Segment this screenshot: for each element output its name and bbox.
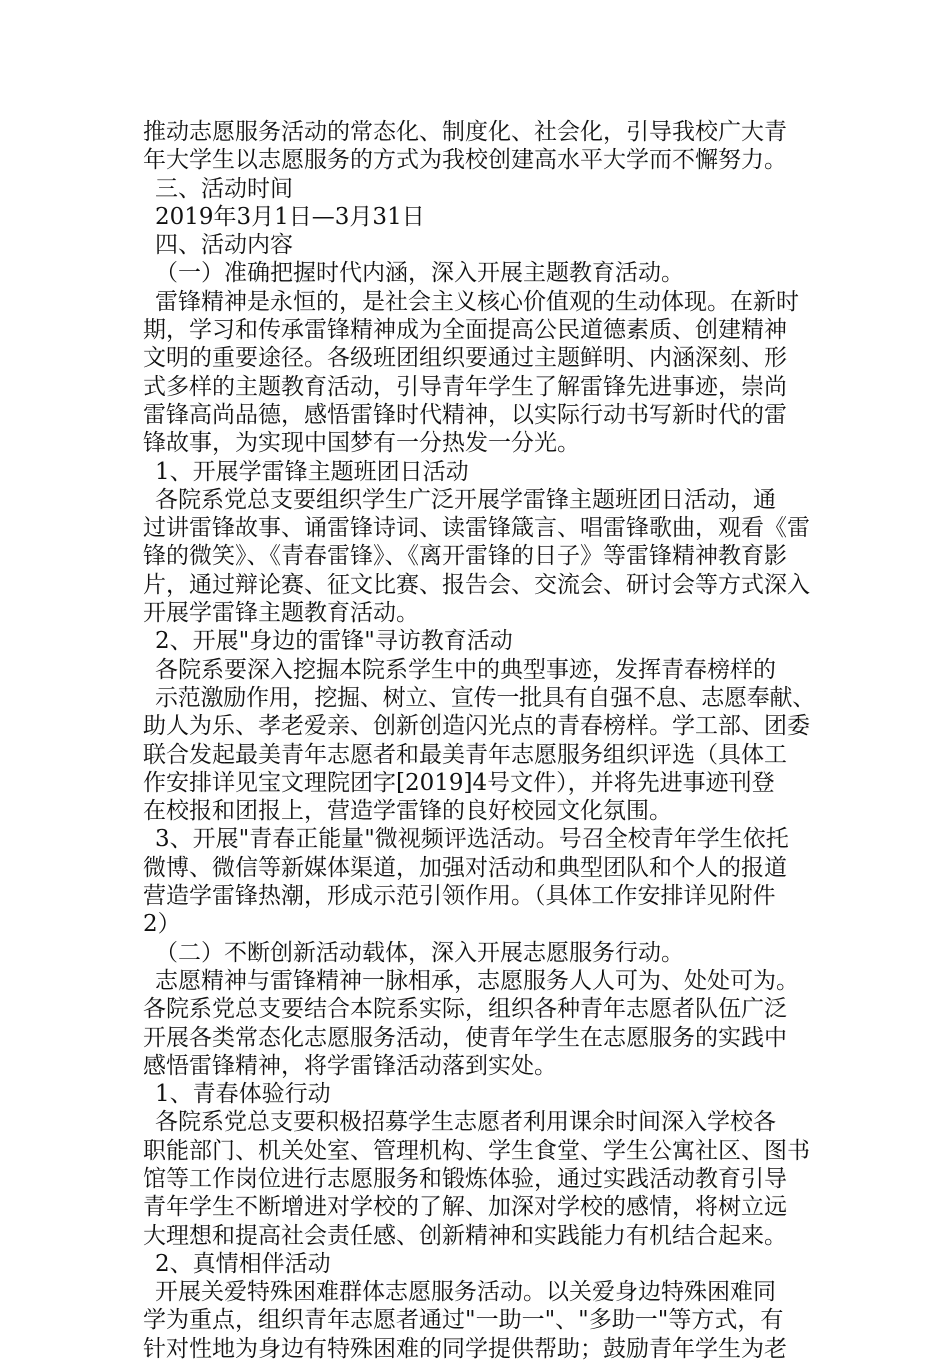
text-line: 青年学生不断增进对学校的了解、加深对学校的感情，将树立远 [143, 1194, 787, 1221]
text-line: 3、开展"青春正能量"微视频评选活动。号召全校青年学生依托 [155, 826, 789, 853]
text-line: 大理想和提高社会责任感、创新精神和实践能力有机结合起来。 [143, 1222, 787, 1249]
text-line: 锋的微笑》、《青春雷锋》、《离开雷锋的日子》等雷锋精神教育影 [143, 543, 787, 570]
text-line: 各院系党总支要结合本院系实际，组织各种青年志愿者队伍广泛 [143, 996, 787, 1023]
text-line: 助人为乐、孝老爱亲、创新创造闪光点的青春榜样。学工部、团委 [143, 713, 810, 740]
text-line: 2019年3月1日—3月31日 [155, 203, 425, 230]
text-line: 2） [143, 911, 181, 938]
text-line: 2、真情相伴活动 [155, 1250, 331, 1277]
text-line: 开展各类常态化志愿服务活动，使青年学生在志愿服务的实践中 [143, 1024, 787, 1051]
text-line: 感悟雷锋精神，将学雷锋活动落到实处。 [143, 1052, 557, 1079]
text-line: 锋故事，为实现中国梦有一分热发一分光。 [143, 430, 580, 457]
text-line: 推动志愿服务活动的常态化、制度化、社会化，引导我校广大青 [143, 119, 787, 145]
text-line: 微博、微信等新媒体渠道，加强对活动和典型团队和个人的报道 [143, 854, 787, 881]
text-line: 示范激励作用，挖掘、树立、宣传一批具有自强不息、志愿奉献、 [155, 684, 816, 711]
text-line: 四、活动内容 [155, 232, 293, 259]
text-line: 各院系党总支要组织学生广泛开展学雷锋主题班团日活动，通 [155, 486, 776, 513]
text-line: 营造学雷锋热潮，形成示范引领作用。（具体工作安排详见附件 [143, 883, 776, 910]
text-line: 雷锋高尚品德，感悟雷锋时代精神，以实际行动书写新时代的雷 [143, 401, 787, 428]
text-line: （二）不断创新活动载体，深入开展志愿服务行动。 [155, 939, 684, 966]
text-line: 各院系要深入挖掘本院系学生中的典型事迹，发挥青春榜样的 [155, 656, 776, 683]
text-line: 职能部门、机关处室、管理机构、学生食堂、学生公寓社区、图书 [143, 1137, 810, 1164]
text-line: 学为重点，组织青年志愿者通过"一助一"、"多助一"等方式，有 [143, 1307, 784, 1334]
text-line: 片，通过辩论赛、征文比赛、报告会、交流会、研讨会等方式深入 [143, 571, 810, 598]
text-line: 在校报和团报上，营造学雷锋的良好校园文化氛围。 [143, 798, 672, 825]
text-line: 联合发起最美青年志愿者和最美青年志愿服务组织评选（具体工 [143, 741, 787, 768]
text-line: 1、青春体验行动 [155, 1081, 331, 1108]
text-line: 1、开展学雷锋主题班团日活动 [155, 458, 469, 485]
text-line: 各院系党总支要积极招募学生志愿者利用课余时间深入学校各 [155, 1109, 776, 1136]
text-line: 作安排详见宝文理院团字[2019]4号文件），并将先进事迹刊登 [143, 769, 775, 796]
text-line: 期，学习和传承雷锋精神成为全面提高公民道德素质、创建精神 [143, 317, 787, 344]
text-line: 开展关爱特殊困难群体志愿服务活动。以关爱身边特殊困难同 [155, 1279, 776, 1306]
text-line: 式多样的主题教育活动，引导青年学生了解雷锋先进事迹，崇尚 [143, 373, 787, 400]
text-line: 雷锋精神是永恒的，是社会主义核心价值观的生动体现。在新时 [155, 288, 799, 315]
text-line: 2、开展"身边的雷锋"寻访教育活动 [155, 628, 513, 655]
document-body [143, 118, 816, 1363]
text-line: 过讲雷锋故事、诵雷锋诗词、读雷锋箴言、唱雷锋歌曲，观看《雷 [143, 515, 810, 542]
text-line: 针对性地为身边有特殊困难的同学提供帮助；鼓励青年学生为老 [143, 1335, 787, 1362]
text-line: 馆等工作岗位进行志愿服务和锻炼体验，通过实践活动教育引导 [143, 1165, 787, 1192]
text-line: （一）准确把握时代内涵，深入开展主题教育活动。 [155, 260, 684, 287]
text-line: 三、活动时间 [155, 175, 293, 202]
text-line: 开展学雷锋主题教育活动。 [143, 600, 419, 627]
text-line: 年大学生以志愿服务的方式为我校创建高水平大学而不懈努力。 [143, 147, 787, 174]
text-line: 文明的重要途径。各级班团组织要通过主题鲜明、内涵深刻、形 [143, 345, 787, 372]
text-line: 志愿精神与雷锋精神一脉相承，志愿服务人人可为、处处可为。 [155, 967, 799, 994]
